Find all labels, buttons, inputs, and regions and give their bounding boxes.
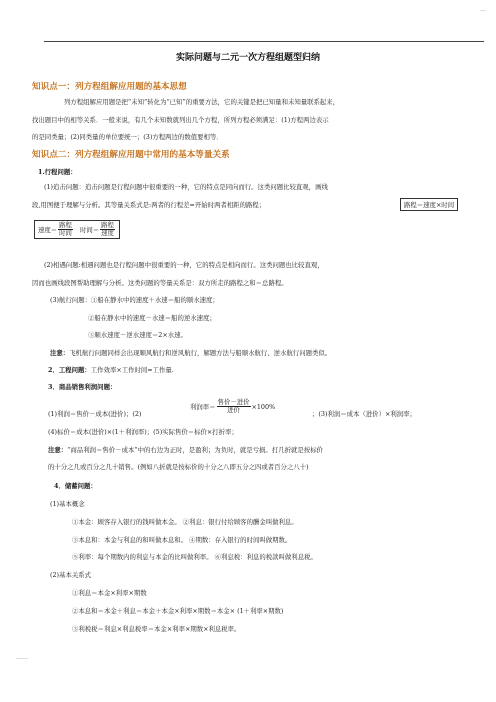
page-title: 实际问题与二元一次方程组题型归纳 xyxy=(175,53,320,63)
fraction-denominator: 速度 xyxy=(101,229,114,237)
paragraph-line: ；(3)利润＝成本（进价）×利润率； xyxy=(312,410,416,418)
paragraph-line: (1)基本概念 xyxy=(50,500,85,508)
paragraph-line: ③顺水速度－逆水速度＝2×水速。 xyxy=(88,331,187,339)
fraction-numerator: 路程 xyxy=(59,221,72,229)
paragraph-line: 的是同类量；(2)同类量的单位要统一；(3)方程两边的数值要相等． xyxy=(32,133,223,141)
fraction xyxy=(100,222,115,237)
paragraph-line: 段,用图便于理解与分析。其等量关系式是:两者的行程差=开始时两者相距的路程； xyxy=(32,201,266,209)
paragraph-line: (3)航行问题：①船在静水中的速度＋水速＝船的顺水速度； xyxy=(50,296,219,304)
fraction-numerator: 路程 xyxy=(101,221,114,229)
subsection-title-travel: 1.行程问题： xyxy=(38,168,77,176)
paragraph-line: 找出题目中的相等关系．一般来说，有几个未知数就列出几个方程，所列方程必须满足：(1)方程两边表示 xyxy=(32,116,329,124)
paragraph-line: ⑤利率：每个期数内的利息与本金的比叫做利率。 ⑥利息税：利息的税款叫做利息税。 xyxy=(72,553,317,561)
subsection-title-sales: 3．商品销售利润问题： xyxy=(48,383,117,391)
formula-distance xyxy=(400,198,458,211)
note-text: “商品利润＝售价－成本”中的右边为正时，是盈利；为负时，就是亏损。打几折就是按标价 xyxy=(67,446,323,454)
subsection-text: 工作效率×工作时间=工作量. xyxy=(90,366,174,374)
formula-profit-rate xyxy=(190,399,275,414)
paragraph-line: ②本息和＝本金＋利息＝本金＋本金×利率×期数＝本金× (1＋利率×期数) xyxy=(72,607,284,615)
formula-text: ×100% xyxy=(251,402,276,411)
note-label: 注意： xyxy=(48,446,68,454)
fraction xyxy=(58,222,73,237)
paragraph-line: ①利息＝本金×利率×期数 xyxy=(72,589,147,597)
footer-mark: …… xyxy=(16,654,28,661)
fraction-numerator: 售价－进价 xyxy=(217,398,250,406)
note-text: 飞机航行问题同样会出现顺风航行和逆风航行，解题方法与船顺水航行、逆水航行问题类似。 xyxy=(69,349,332,357)
paragraph-line: (4)标价＝成本(进价)×(1＋利润率)；(5)实际售价＝标价×打折率； xyxy=(48,428,238,436)
note-line xyxy=(48,446,323,454)
fraction xyxy=(217,399,251,414)
subsection-title-savings: 4．储蓄问题： xyxy=(54,482,97,490)
paragraph-line: (2)相遇问题:相遇问题也是行程问题中很重要的一种，它的特点是相向而行。这类问题也比较直观， xyxy=(44,261,324,269)
formula-box: 路程＝速度×时间 xyxy=(400,198,458,211)
paragraph-line: (2)基本关系式 xyxy=(50,571,92,579)
formula-box xyxy=(34,220,120,239)
formula-speed-time xyxy=(34,220,120,239)
paragraph-line: 因而也画线段图帮助理解与分析。这类问题的等量关系是：双方所走的路程之和＝总路程。 xyxy=(32,279,288,287)
note-label: 注意： xyxy=(50,349,70,357)
note-line xyxy=(50,349,331,357)
paragraph-line: ③本息和：本金与利息的和叫做本息和。 ④期数：存入银行的时间叫做期数。 xyxy=(72,536,292,544)
header-mark: … xyxy=(480,6,486,13)
paragraph-line: (1)利润＝售价－成本(进价)；(2) xyxy=(48,410,142,418)
subsection-title-engineering: 2．工程问题： xyxy=(48,366,91,374)
paragraph-line: 列方程组解应用题是把“未知”转化为“已知”的重要方法，它的关键是把已知量和未知量联系起来， xyxy=(64,98,340,106)
section-heading-1: 知识点一：列方程组解应用题的基本思想 xyxy=(32,82,187,92)
paragraph-line: (1)追击问题：追击问题是行程问题中很重要的一种，它的特点是同向而行。这类问题比较直观，画线 xyxy=(44,183,328,191)
paragraph-line: ③利税税＝利息×利息税率＝本金×利率×期数×利息税率。 xyxy=(72,625,241,633)
fraction-denominator: 进价 xyxy=(227,406,240,414)
section-heading-2: 知识点二：列方程组解应用题中常用的基本等量关系 xyxy=(32,150,230,160)
formula-text: 时间＝ xyxy=(79,226,100,234)
formula-text: 速度＝ xyxy=(38,226,58,234)
formula-text: 利润率＝ xyxy=(190,403,216,411)
paragraph-line: ①本金：顾客存入银行的钱叫做本金。 ②利息：银行付给顾客的酬金叫做利息。 xyxy=(72,518,298,526)
paragraph-line: ②船在静水中的速度－水速＝船的逆水速度； xyxy=(88,314,216,322)
paragraph-line: 的十分之几或百分之几十销售。(例如八折就是按标价的十分之八即五分之四或者百分之八十) xyxy=(48,463,309,471)
subsection-engineering xyxy=(48,366,174,374)
header-rule xyxy=(44,41,484,42)
fraction-denominator: 时间 xyxy=(59,229,72,237)
